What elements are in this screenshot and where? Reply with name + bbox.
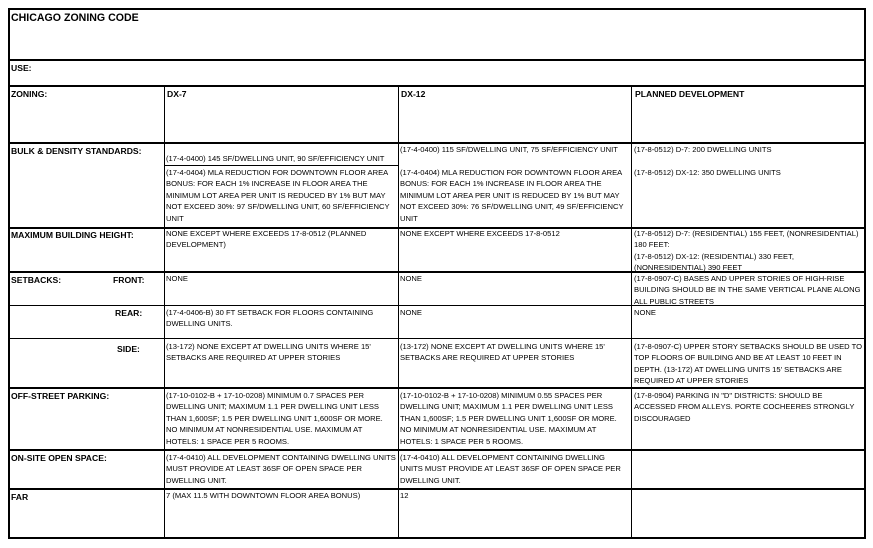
setback-side-dx7: (13-172) NONE EXCEPT AT DWELLING UNITS WHERE 15' SETBACKS ARE REQUIRED AT UPPER STORIES: [166, 342, 371, 363]
divider-bulk-sub: [165, 165, 399, 166]
setback-rear-dx12: NONE: [400, 308, 422, 317]
divider-rear: [8, 338, 866, 339]
setback-front-dx12: NONE: [400, 274, 422, 283]
open-space-dx7: (17-4-0410) ALL DEVELOPMENT CONTAINING DWELLING UNITS MUST PROVIDE AT LEAST 36SF OF OPEN SPACE PER DWELLING UNIT.: [166, 453, 396, 485]
divider-side: [8, 387, 866, 389]
setback-side-label: SIDE:: [117, 344, 140, 354]
use-label: USE:: [11, 63, 32, 73]
bulk-dx7-density: (17-4-0400) 145 SF/DWELLING UNIT, 90 SF/EFFICIENCY UNIT: [166, 154, 385, 163]
divider-use: [8, 85, 866, 87]
setbacks-label: SETBACKS:: [11, 275, 62, 285]
setback-front-pd: (17-8-0907-C) BASES AND UPPER STORIES OF HIGH-RISE BUILDING SHOULD BE IN THE SAME VERTICAL PLANE ALONG ALL PUBLIC STREETS: [634, 274, 861, 306]
setback-rear-pd: NONE: [634, 308, 656, 317]
far-dx7: 7 (MAX 11.5 WITH DOWNTOWN FLOOR AREA BONUS): [166, 491, 361, 500]
divider-title: [8, 59, 866, 61]
height-dx7: NONE EXCEPT WHERE EXCEEDS 17-8-0512 (PLANNED DEVELOPMENT): [166, 229, 367, 250]
bulk-dx7-mla-reduction: (17-4-0404) MLA REDUCTION FOR DOWNTOWN FLOOR AREA BONUS: FOR EACH 1% INCREASE IN FLOOR AREA THE MINIMUM LOT AREA PER UNIT IS REDUCED BY 1% BUT MAY NOT EXCEED 30%: 97 SF/DWELLING UNIT, 60 SF/EFFICIENCY UNIT: [166, 168, 390, 223]
setback-front-dx7: NONE: [166, 274, 188, 283]
setback-side-pd: (17-8-0907-C) UPPER STORY SETBACKS SHOULD BE USED TO TOP FLOORS OF BUILDING AND BE AT LEAST 10 FEET IN DEPTH. (13-172) AT DWELLING UNITS 15' SETBACKS ARE REQUIRED AT UPPER STORIES: [634, 342, 863, 386]
zoning-col-dx12: DX-12: [401, 89, 426, 99]
height-pd-d7: (17-8-0512) D-7: (RESIDENTIAL) 155 FEET, (NONRESIDENTIAL) 180 FEET:: [634, 229, 859, 250]
parking-dx12: (17-10-0102-B + 17-10-0208) MINIMUM 0.55 SPACES PER DWELLING UNIT; MAXIMUM 1.1 PER DWELLING UNIT LESS THAN 1,600SF; 1.5 PER DWELLING UNIT 1,600SF OR MORE. NO MINIMUM AT NONRESIDENTIAL USE. MAXIMUM AT HOTELS: 1 SPACE PER 5 ROOMS.: [400, 391, 617, 446]
zoning-col-dx7: DX-7: [167, 89, 187, 99]
max-height-label: MAXIMUM BUILDING HEIGHT:: [11, 230, 134, 240]
bulk-density-label: BULK & DENSITY STANDARDS:: [11, 146, 142, 156]
column-divider-2: [398, 86, 399, 538]
setback-rear-label: REAR:: [115, 308, 143, 318]
border-right: [864, 8, 866, 539]
zoning-col-planned-development: PLANNED DEVELOPMENT: [635, 89, 745, 99]
setback-front-label: FRONT:: [113, 275, 145, 285]
column-divider-1: [164, 86, 165, 538]
height-dx12: NONE EXCEPT WHERE EXCEEDS 17-8-0512: [400, 229, 560, 238]
open-space-dx12: (17-4-0410) ALL DEVELOPMENT CONTAINING DWELLING UNITS MUST PROVIDE AT LEAST 36SF OF OPEN SPACE PER DWELLING UNIT.: [400, 453, 621, 485]
far-dx12: 12: [400, 491, 409, 500]
setback-rear-dx7: (17-4-0406-B) 30 FT SETBACK FOR FLOORS CONTAINING DWELLING UNITS.: [166, 308, 374, 329]
height-pd-dx12: (17-8-0512) DX-12: (RESIDENTIAL) 330 FEET, (NONRESIDENTIAL) 390 FEET: [634, 252, 794, 273]
far-label: FAR: [11, 492, 29, 502]
bulk-pd-d7-units: (17-8-0512) D-7: 200 DWELLING UNITS: [634, 145, 772, 154]
bulk-pd-dx12-units: (17-8-0512) DX-12: 350 DWELLING UNITS: [634, 168, 781, 177]
bulk-dx12-mla-reduction: (17-4-0404) MLA REDUCTION FOR DOWNTOWN FLOOR AREA BONUS: FOR EACH 1% INCREASE IN FLOOR AREA THE MINIMUM LOT AREA PER UNIT IS REDUCED BY 1% BUT MAY NOT EXCEED 30%: 76 SF/DWELLING UNIT, 49 SF/EFFICIENCY UNIT: [400, 168, 624, 223]
bulk-dx12-density: (17-4-0400) 115 SF/DWELLING UNIT, 75 SF/EFFICIENCY UNIT: [400, 145, 618, 154]
border-left: [8, 8, 10, 539]
divider-parking: [8, 449, 866, 451]
setback-side-dx12: (13-172) NONE EXCEPT AT DWELLING UNITS WHERE 15' SETBACKS ARE REQUIRED AT UPPER STORIES: [400, 342, 605, 363]
zoning-label: ZONING:: [11, 89, 48, 99]
page-title: CHICAGO ZONING CODE: [11, 12, 139, 24]
border-top: [8, 8, 866, 10]
column-divider-3: [631, 86, 632, 538]
parking-pd: (17-8-0904) PARKING IN "D" DISTRICTS: SHOULD BE ACCESSED FROM ALLEYS. PORTE COCHEERES STRONGLY DISCOURAGED: [634, 391, 855, 423]
parking-label: OFF-STREET PARKING:: [11, 391, 110, 401]
open-space-label: ON-SITE OPEN SPACE:: [11, 453, 107, 463]
parking-dx7: (17-10-0102-B + 17-10-0208) MINIMUM 0.7 SPACES PER DWELLING UNIT; MAXIMUM 1.1 PER DWELLING UNIT LESS THAN 1,600SF; 1.5 PER DWELLING UNIT 1,600SF OR MORE. NO MINIMUM AT NONRESIDENTIAL USE. MAXIMUM AT HOTELS: 1 SPACE PER 5 ROOMS.: [166, 391, 383, 446]
border-bottom: [8, 537, 866, 539]
